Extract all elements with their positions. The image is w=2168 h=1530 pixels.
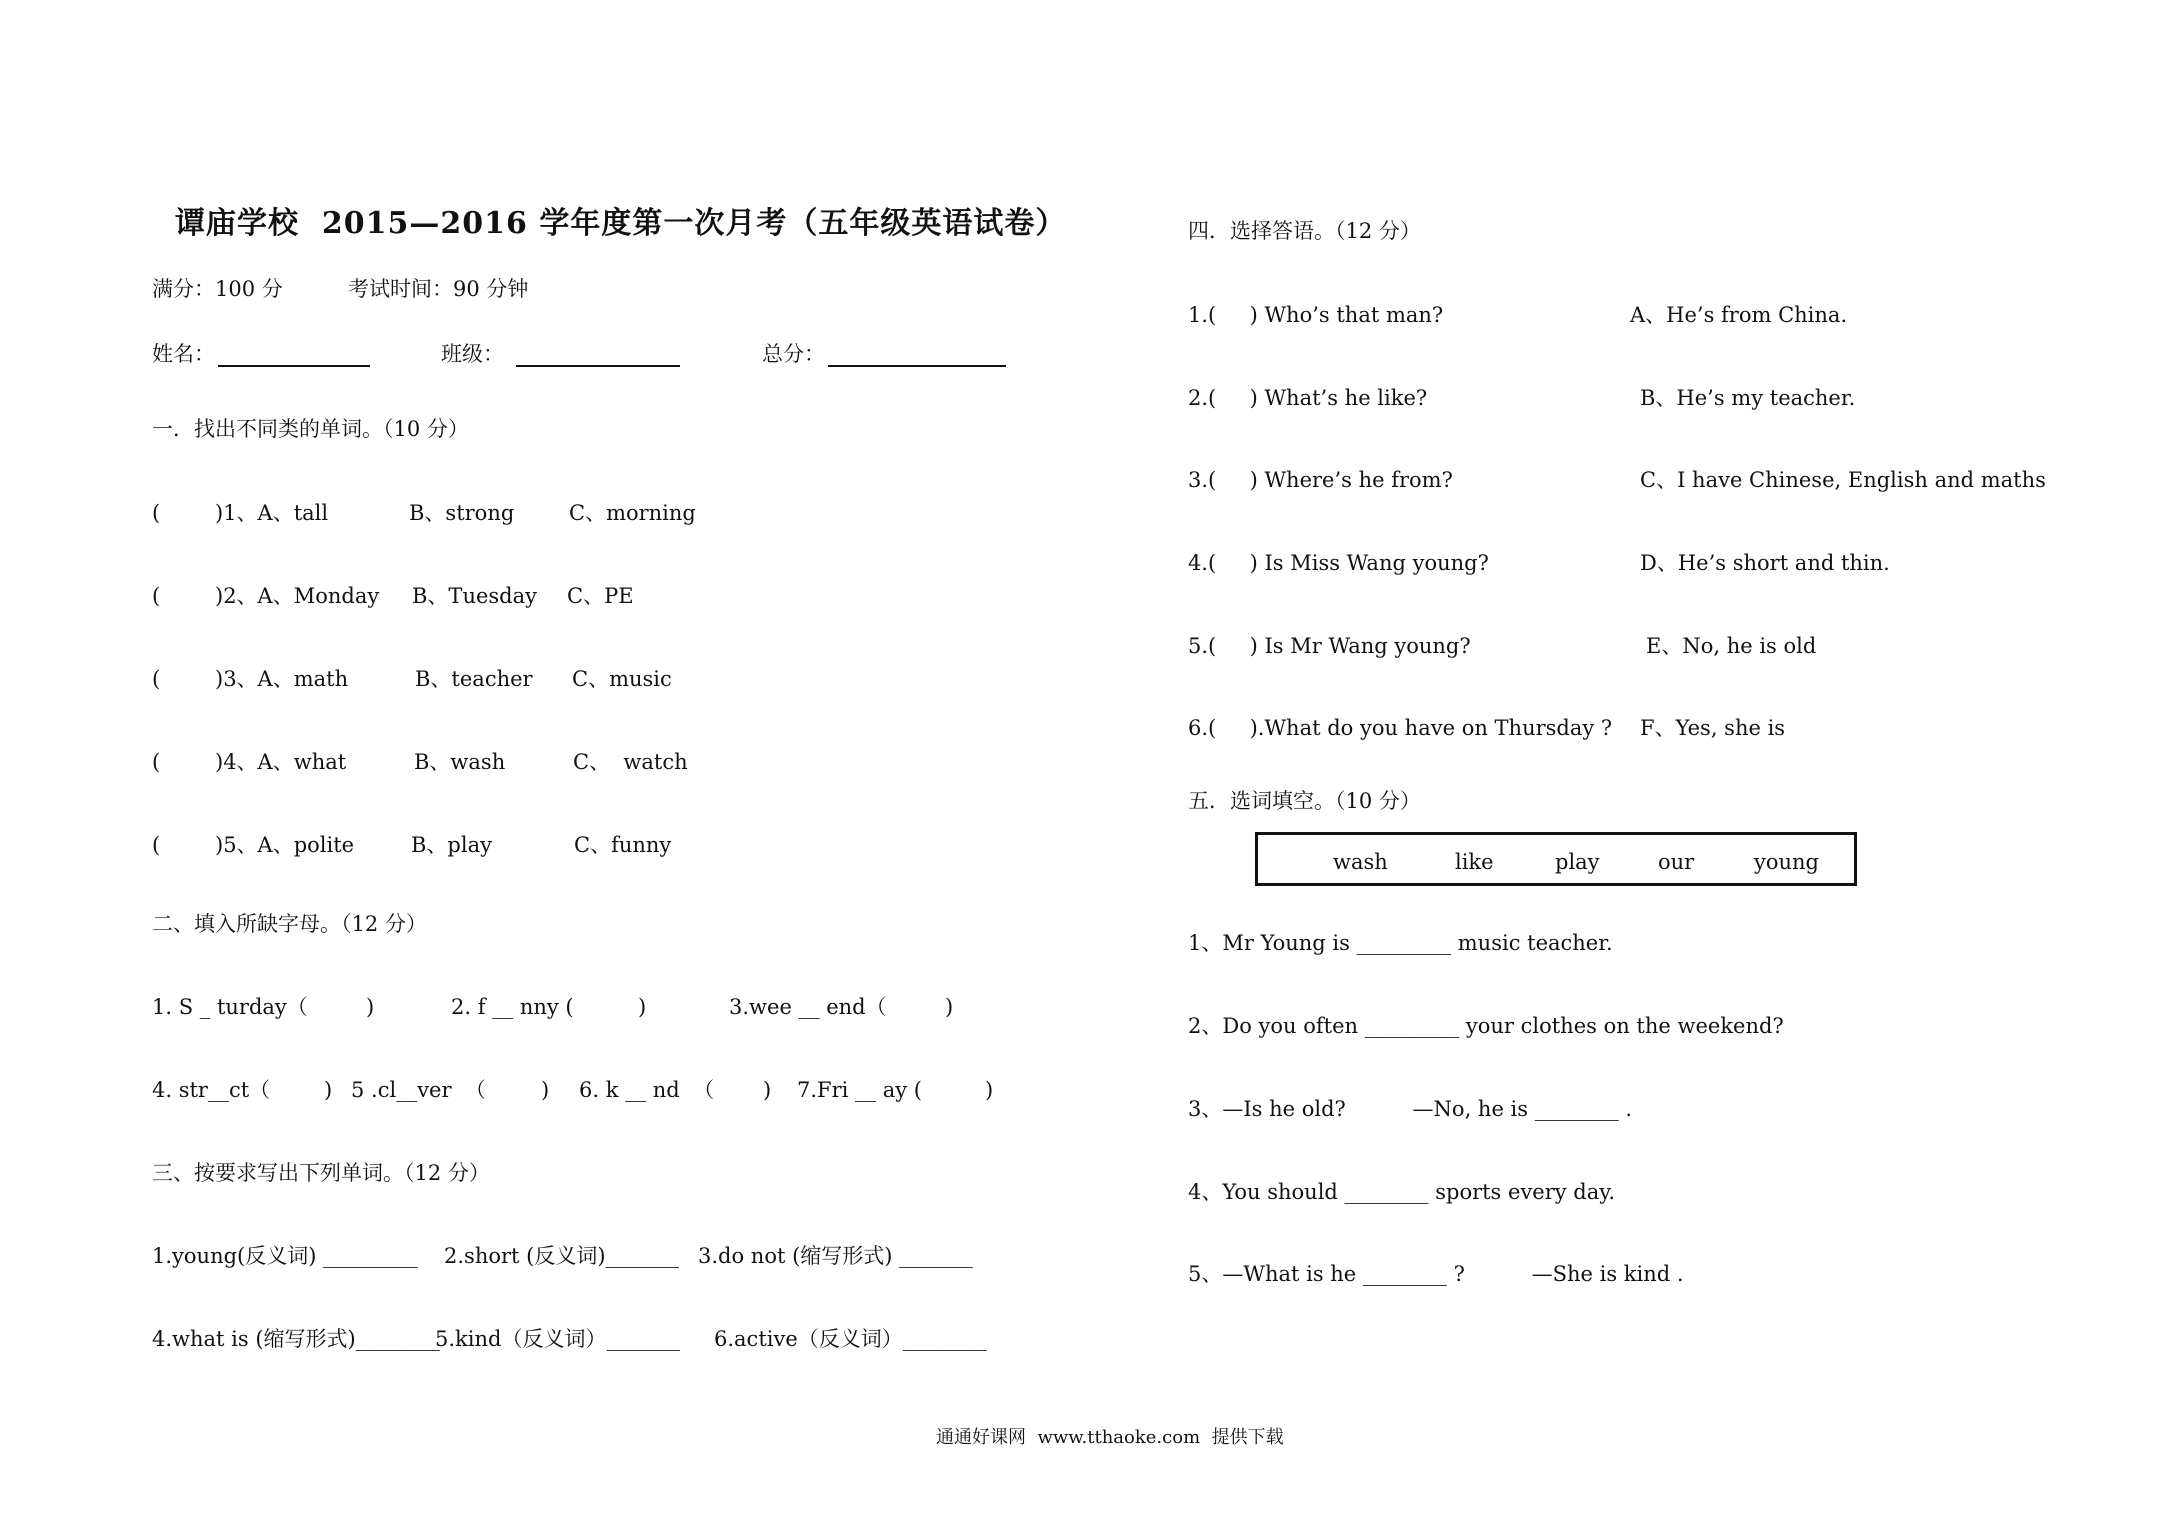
s1-item2-bracket: ( [152, 584, 161, 608]
s2-row2-q4: 4. str__ct（ [152, 1078, 271, 1102]
s1-item5-b: B、play [411, 833, 492, 857]
footer-credit: 通通好课网 www.tthaoke.com 提供下载 [936, 1427, 1284, 1448]
s4-question-3: 3.( ) Where’s he from? [1188, 468, 1453, 492]
section1-heading: 一．找出不同类的单词。（10 分） [152, 417, 469, 441]
s4-question-2: 2.( ) What’s he like? [1188, 386, 1428, 410]
class-label: 班级： [441, 342, 504, 366]
s4-question-6: 6.( ).What do you have on Thursday ? [1188, 716, 1613, 740]
s1-item1-c: C、morning [569, 501, 696, 525]
s4-question-4: 4.( ) Is Miss Wang young? [1188, 551, 1489, 575]
s4-answer-f: F、Yes, she is [1640, 716, 1786, 740]
s1-item2-b: B、Tuesday [412, 584, 537, 608]
section2-heading: 二、填入所缺字母。（12 分） [152, 912, 427, 936]
s3-row2-q4: 4.what is (缩写形式)________ [152, 1327, 440, 1351]
s2-row1-q1-close: ) [366, 995, 375, 1019]
s1-item5-a: )5、A、polite [215, 833, 355, 857]
s5-item-3: 3、—Is he old? —No, he is ________ . [1188, 1097, 1633, 1121]
s2-row1-q3-close: ) [945, 995, 954, 1019]
s2-row2-q4-close: ) [324, 1078, 333, 1102]
s1-item3-c: C、music [572, 667, 672, 691]
s5-item-5: 5、—What is he ________ ? —She is kind . [1188, 1262, 1684, 1286]
name-field[interactable] [218, 347, 370, 367]
s4-question-5: 5.( ) Is Mr Wang young? [1188, 634, 1471, 658]
word-bank-item: play [1555, 850, 1600, 874]
exam-time: 考试时间：90 分钟 [348, 277, 529, 301]
s2-row1-q3: 3.wee __ end（ [729, 995, 887, 1019]
s4-answer-b: B、He’s my teacher. [1640, 386, 1856, 410]
total-label: 总分： [762, 342, 825, 366]
s1-item3-a: )3、A、math [215, 667, 349, 691]
s1-item1-bracket: ( [152, 501, 161, 525]
s4-question-1: 1.( ) Who’s that man? [1188, 303, 1444, 327]
s1-item5-c: C、funny [574, 833, 672, 857]
s5-item-1: 1、Mr Young is _________ music teacher. [1188, 931, 1613, 955]
section4-heading: 四．选择答语。（12 分） [1188, 219, 1421, 243]
full-score: 满分：100 分 [152, 277, 283, 301]
exam-title: 谭庙学校 2015—2016 学年度第一次月考（五年级英语试卷） [175, 206, 1067, 241]
s3-row1-q2: 2.short (反义词)_______ [444, 1244, 680, 1268]
s3-row2-q5: 5.kind（反义词）_______ [435, 1327, 680, 1351]
s2-row1-q1: 1. S _ turday（ [152, 995, 308, 1019]
s2-row2-q6: 6. k __ nd （ [579, 1078, 715, 1102]
section5-heading: 五．选词填空。（10 分） [1188, 789, 1421, 813]
section3-heading: 三、按要求写出下列单词。（12 分） [152, 1161, 490, 1185]
s2-row2-q7-close: ) [985, 1078, 994, 1102]
s2-row2-q6-close: ) [763, 1078, 772, 1102]
word-bank-item: wash [1333, 850, 1388, 874]
s1-item2-c: C、PE [567, 584, 634, 608]
s1-item4-c: C、 watch [573, 750, 688, 774]
s2-row2-q5: 5 .cl__ver （ [351, 1078, 486, 1102]
class-field[interactable] [516, 347, 680, 367]
s1-item2-a: )2、A、Monday [215, 584, 380, 608]
total-field[interactable] [828, 347, 1006, 367]
s1-item4-b: B、wash [414, 750, 506, 774]
s2-row1-q2: 2. f __ nny ( [451, 995, 574, 1019]
s5-item-4: 4、You should ________ sports every day. [1188, 1180, 1616, 1204]
s1-item3-bracket: ( [152, 667, 161, 691]
word-bank-item: young [1754, 850, 1819, 874]
s1-item3-b: B、teacher [415, 667, 533, 691]
s2-row1-q2-close: ) [638, 995, 647, 1019]
s2-row2-q5-close: ) [541, 1078, 550, 1102]
name-label: 姓名： [152, 342, 215, 366]
s4-answer-c: C、I have Chinese, English and maths [1640, 468, 2046, 492]
s3-row2-q6: 6.active（反义词）________ [714, 1327, 987, 1351]
s1-item5-bracket: ( [152, 833, 161, 857]
s1-item1-b: B、strong [409, 501, 515, 525]
s1-item4-a: )4、A、what [215, 750, 347, 774]
s4-answer-a: A、He’s from China. [1630, 303, 1848, 327]
word-bank-item: like [1455, 850, 1494, 874]
word-bank [1255, 832, 1857, 886]
s3-row1-q3: 3.do not (缩写形式) _______ [698, 1244, 973, 1268]
s4-answer-e: E、No, he is old [1646, 634, 1817, 658]
s5-item-2: 2、Do you often _________ your clothes on the weekend? [1188, 1014, 1784, 1038]
word-bank-item: our [1658, 850, 1695, 874]
s3-row1-q1: 1.young(反义词) _________ [152, 1244, 418, 1268]
s1-item4-bracket: ( [152, 750, 161, 774]
s2-row2-q7: 7.Fri __ ay ( [797, 1078, 922, 1102]
s1-item1-a: )1、A、tall [215, 501, 329, 525]
s4-answer-d: D、He’s short and thin. [1640, 551, 1890, 575]
